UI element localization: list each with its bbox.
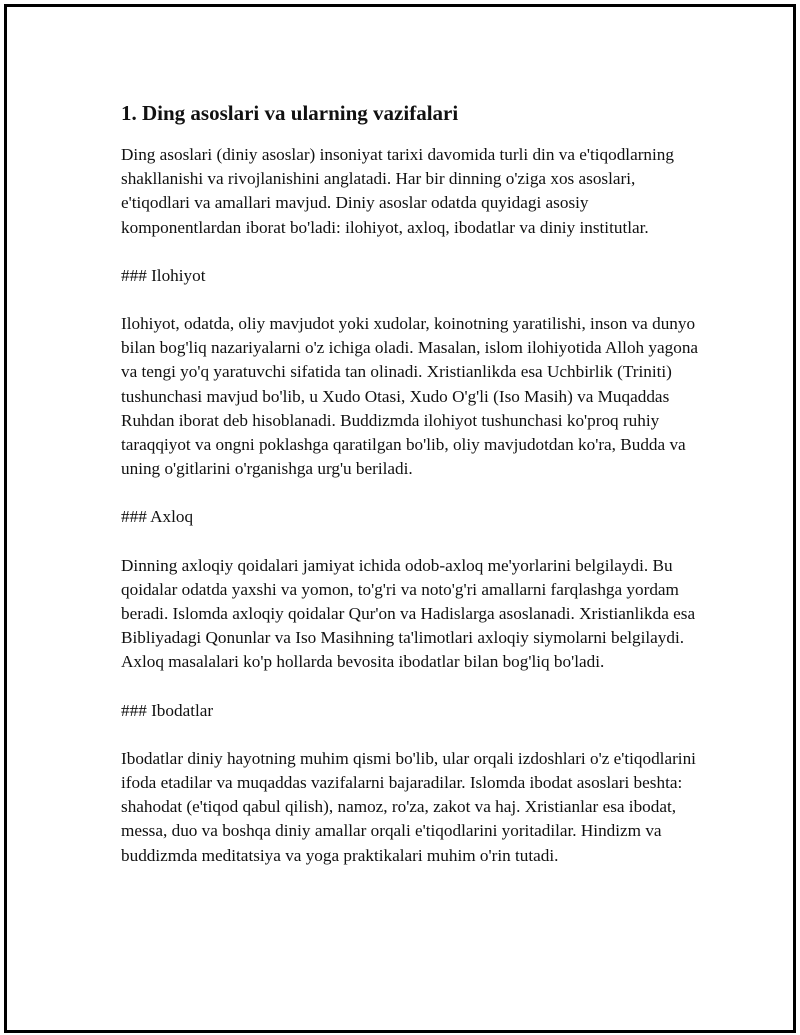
section-heading-axloq: ### Axloq bbox=[121, 507, 194, 527]
section-heading-ilohiyot: ### Ilohiyot bbox=[121, 265, 206, 285]
document-content bbox=[121, 93, 706, 892]
ibodatlar-paragraph: Ibodatlar diniy hayotning muhim qismi bo'lib, ular orqali izdoshlari o'z e'tiqodlarini ifoda etadilar va muqaddas vazifalarni bajaradilar. Islomda ibodat asoslari beshta: shahodat (e'tiqod qabul qilish), namoz, ro'za, zakot va haj. Xristianlar esa ibodat, messa, duo va boshqa diniy amallar orqali e'tiqodlarini yoritadilar. Hindizm va buddizmda meditatsiya va yoga praktikalari muhim o'rin tutadi. bbox=[121, 748, 696, 865]
ilohiyot-paragraph: Ilohiyot, odatda, oliy mavjudot yoki xudolar, koinotning yaratilishi, inson va dunyo bilan bog'liq nazariyalarni o'z ichiga oladi. Masalan, islom ilohiyotida Alloh yagona va tengi yo'q yaratuvchi sifatida tan olinadi. Xristianlikda esa Uchbirlik (Triniti) tushunchasi mavjud bo'lib, u Xudo Otasi, Xudo O'g'li (Iso Masih) va Muqaddas Ruhdan iborat deb hisoblanadi. Buddizmda ilohiyot tushunchasi ko'proq ruhiy taraqqiyot va ongni poklashga qaratilgan bo'lib, oliy mavjudotdan ko'ra, Budda va uning o'gitlarini o'rganishga urg'u beriladi. bbox=[121, 314, 699, 479]
axloq-paragraph: Dinning axloqiy qoidalari jamiyat ichida odob-axloq me'yorlarini belgilaydi. Bu qoidalar odatda yaxshi va yomon, to'g'ri va noto'g'ri amallarni farqlashga yordam beradi. Islomda axloqiy qoidalar Qur'on va Hadislarga asoslanadi. Xristianlikda esa Bibliyadagi Qonunlar va Iso Masihning ta'limotlari axloqiy siymolarni belgilaydi. Axloq masalalari ko'p hollarda bevosita ibodatlar bilan bog'liq bo'ladi. bbox=[121, 555, 696, 672]
intro-paragraph: Ding asoslari (diniy asoslar) insoniyat tarixi davomida turli din va e'tiqodlarning shakllanishi va rivojlanishini anglatadi. Har bir dinning o'ziga xos asoslari, e'tiqodlari va amallari mavjud. Diniy asoslar odatda quyidagi asosiy komponentlardan iborat bo'ladi: ilohiyot, axloq, ibodatlar va diniy institutlar. bbox=[121, 145, 674, 237]
page-frame bbox=[4, 4, 796, 1033]
document-title: 1. Ding asoslari va ularning vazifalari bbox=[121, 101, 459, 125]
section-heading-ibodatlar: ### Ibodatlar bbox=[121, 700, 214, 720]
